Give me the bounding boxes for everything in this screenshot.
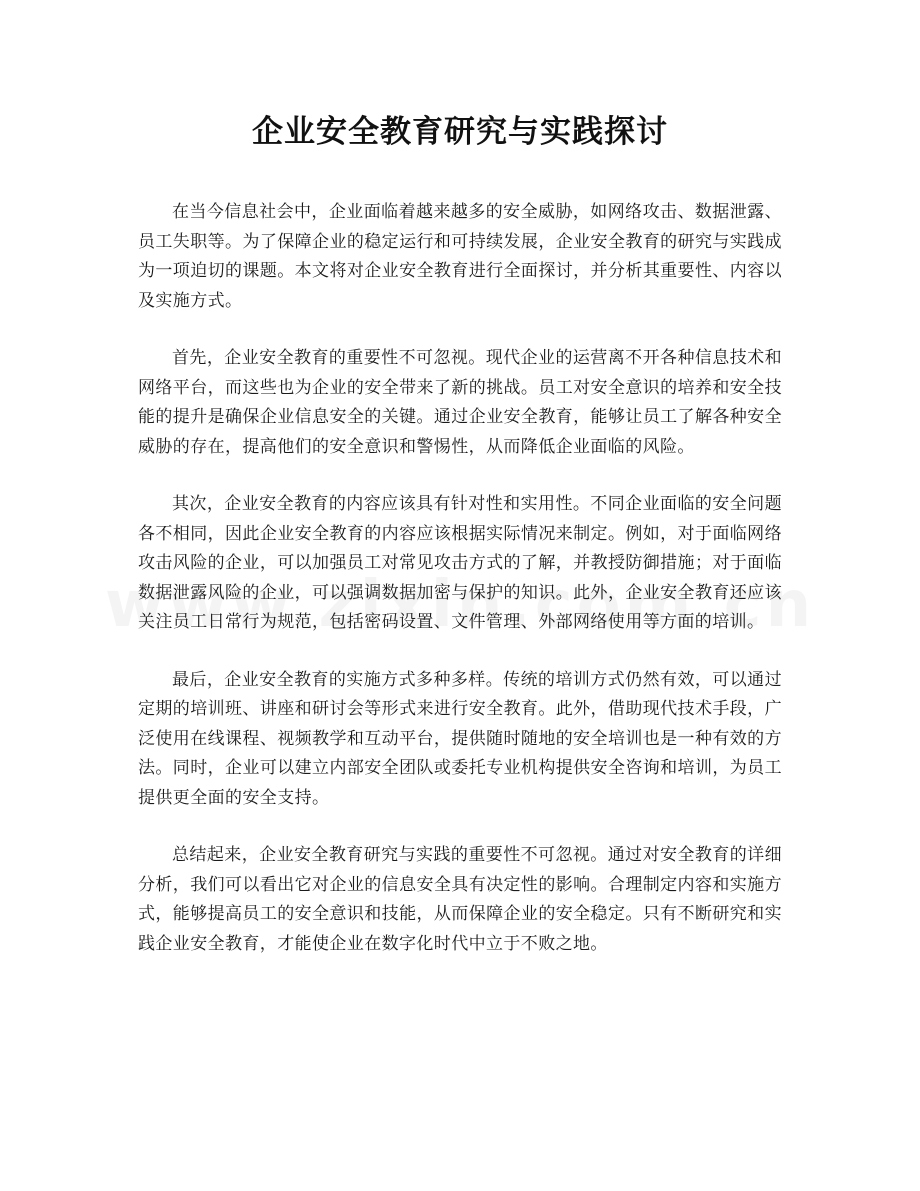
document-title: 企业安全教育研究与实践探讨: [252, 114, 668, 150]
body-paragraph-2: 首先，企业安全教育的重要性不可忽视。现代企业的运营离不开各种信息技术和网络平台，而这些也为企业的安全带来了新的挑战。员工对安全意识的培养和安全技能的提升是确保企业信息安全的关键。通过企业安全教育，能够让员工了解各种安全威胁的存在，提高他们的安全意识和警惕性，从而降低企业面临的风险。: [138, 348, 782, 457]
body-paragraph-4: 最后，企业安全教育的实施方式多种多样。传统的培训方式仍然有效，可以通过定期的培训班、讲座和研讨会等形式来进行安全教育。此外，借助现代技术手段，广泛使用在线课程、视频教学和互动平台，提供随时随地的安全培训也是一种有效的方法。同时，企业可以建立内部安全团队或委托专业机构提供安全咨询和培训，为员工提供更全面的安全支持。: [138, 669, 782, 808]
body-paragraph-1: 在当今信息社会中，企业面临着越来越多的安全威胁，如网络攻击、数据泄露、员工失职等。为了保障企业的稳定运行和可持续发展，企业安全教育的研究与实践成为一项迫切的课题。本文将对企业安全教育进行全面探讨，并分析其重要性、内容以及实施方式。: [138, 202, 782, 311]
body-paragraph-5: 总结起来，企业安全教育研究与实践的重要性不可忽视。通过对安全教育的详细分析，我们可以看出它对企业的信息安全具有决定性的影响。合理制定内容和实施方式，能够提高员工的安全意识和技能，从而保障企业的安全稳定。只有不断研究和实践企业安全教育，才能使企业在数字化时代中立于不败之地。: [138, 845, 782, 954]
body-paragraph-3: 其次，企业安全教育的内容应该具有针对性和实用性。不同企业面临的安全问题各不相同，因此企业安全教育的内容应该根据实际情况来制定。例如，对于面临网络攻击风险的企业，可以加强员工对常见攻击方式的了解，并教授防御措施；对于面临数据泄露风险的企业，可以强调数据加密与保护的知识。此外，企业安全教育还应该关注员工日常行为规范，包括密码设置、文件管理、外部网络使用等方面的培训。: [138, 494, 782, 632]
